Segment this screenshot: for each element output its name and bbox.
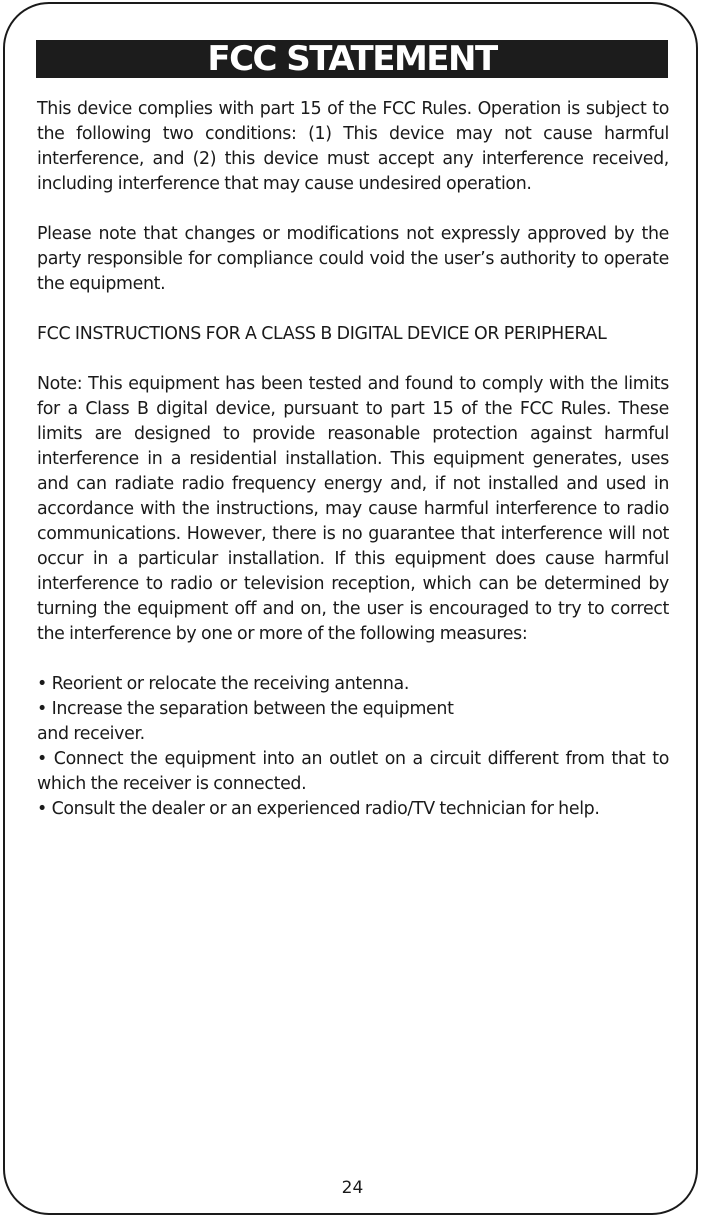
compliance-paragraph: This device complies with part 15 of the FCC Rules. Operation is subject to the following two conditions: (1) This device may not cause harmful interference, and (2) this device must accept any interference received, including interference that may cause undesired operation.: [37, 99, 669, 194]
paragraph-gap: [37, 197, 669, 222]
note-paragraph: Note: This equipment has been tested and found to comply with the limits for a Class B digital device, pursuant to part 15 of the FCC Rules. These limits are designed to provide reasonable protection against harmful interference in a residential installation. This equipment generates, uses and can radiate radio frequency energy and, if not installed and used in accordance with the instructions, may cause harmful interference to radio communications. However, there is no guarantee that interference will not occur in a particular installation. If this equipment does cause harmful interference to radio or television reception, which can be determined by turning the equipment off and on, the user is encouraged to try to correct the interference by one or more of the following measures:: [37, 374, 669, 644]
measure-item: • Consult the dealer or an experienced radio/TV technician for help.: [37, 799, 600, 819]
paragraph-gap: [37, 347, 669, 372]
paragraph-gap: [37, 647, 669, 672]
modifications-paragraph: Please note that changes or modifications not expressly approved by the party responsible for compliance could void the user’s authority to operate the equipment.: [37, 224, 669, 294]
title-banner: [36, 40, 668, 78]
paragraph-gap: [37, 297, 669, 322]
measure-item: • Reorient or relocate the receiving antenna.: [37, 674, 410, 694]
measure-item-continuation: and receiver.: [37, 724, 145, 744]
measure-item: • Increase the separation between the equipment: [37, 699, 454, 719]
statement-body: [37, 97, 669, 822]
instructions-heading: FCC INSTRUCTIONS FOR A CLASS B DIGITAL DEVICE OR PERIPHERAL: [37, 324, 607, 344]
page-number: 24: [341, 1178, 364, 1198]
measure-item: • Connect the equipment into an outlet on a circuit different from that to which the receiver is connected.: [37, 749, 669, 794]
page-title: FCC STATEMENT: [207, 39, 497, 79]
